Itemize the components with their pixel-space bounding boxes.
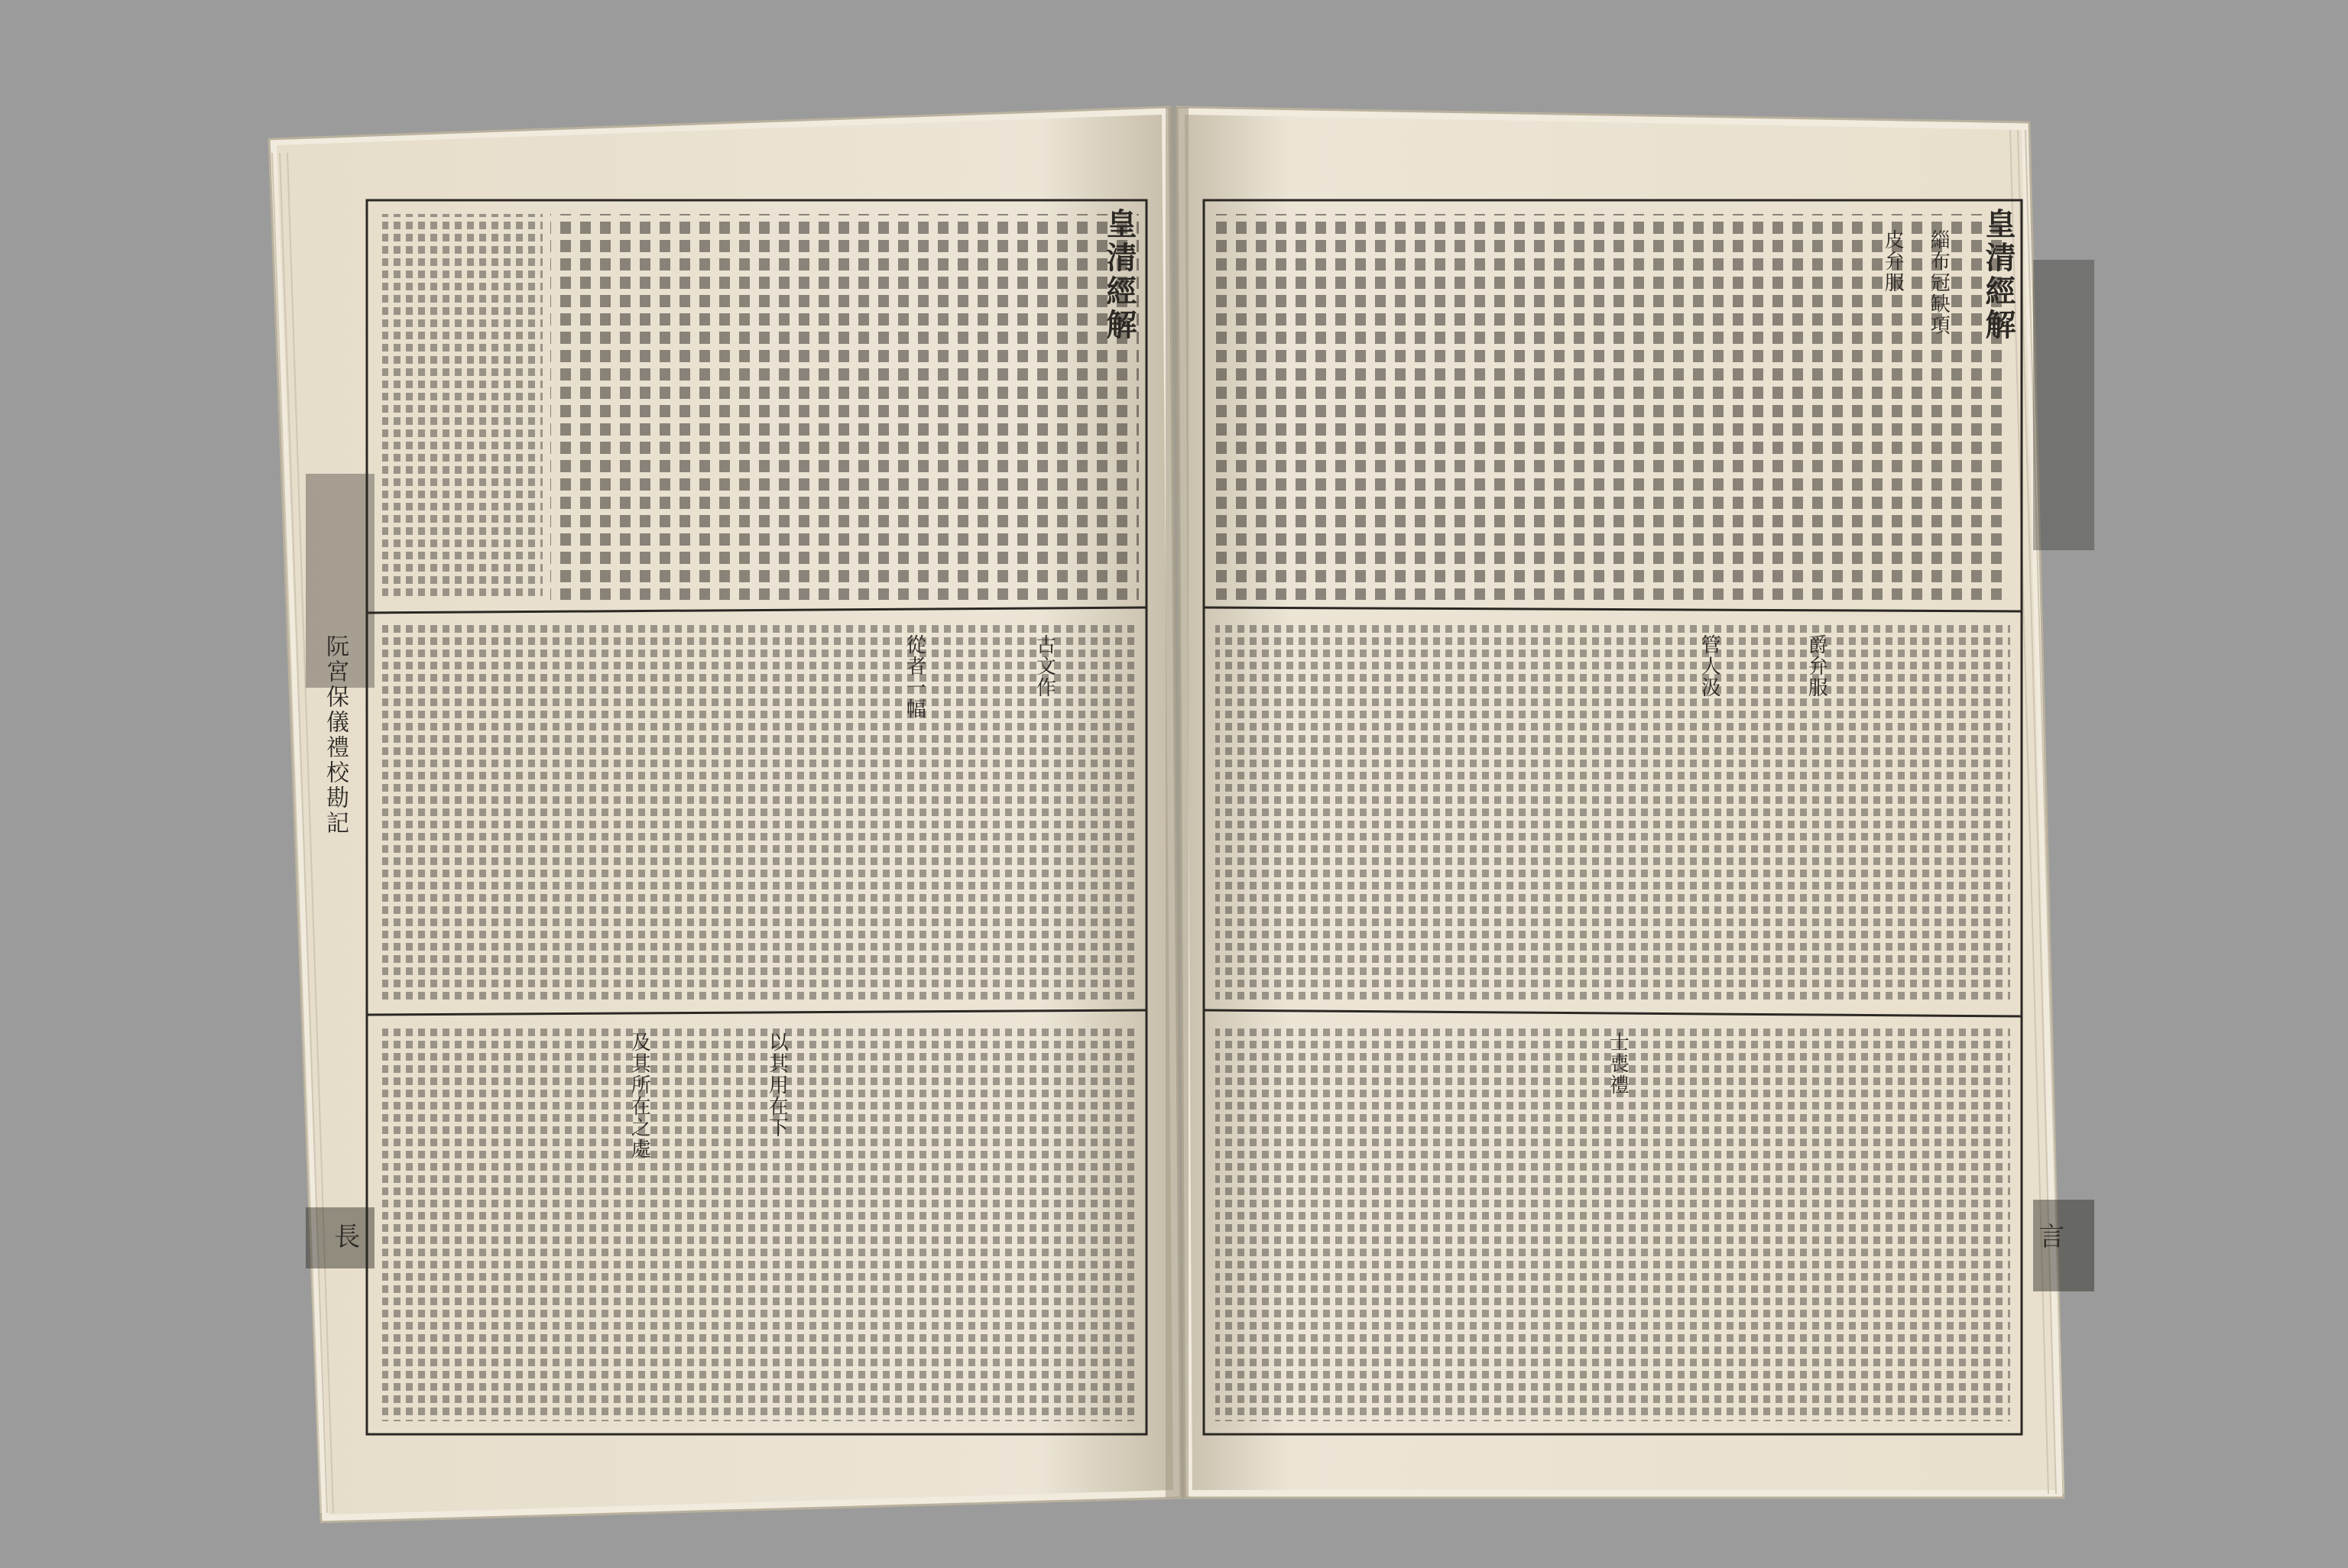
left-entry-2: 從者一幅 <box>903 634 926 720</box>
gutter-shadow <box>1166 107 1189 1498</box>
right-running-title: 皇清經解 <box>1980 208 2016 342</box>
left-entry-1: 古文作 <box>1033 634 1056 698</box>
right-entry-1: 緇布冠缺項 <box>1927 229 1951 336</box>
right-folio-mark: 言 <box>2033 1223 2064 1249</box>
right-entry-2: 皮弁服 <box>1881 229 1905 293</box>
right-entry-3: 爵弁服 <box>1805 634 1828 698</box>
right-entry-4: 管人汲 <box>1698 634 1721 698</box>
left-folio-mark: 長 <box>329 1223 360 1249</box>
left-entry-3: 以其用在下 <box>765 1032 789 1139</box>
left-running-title: 皇清經解 <box>1101 208 1137 342</box>
right-entry-5: 士喪禮 <box>1606 1032 1630 1096</box>
right-page <box>1177 107 2094 1498</box>
left-entry-4: 及其所在之處 <box>628 1032 651 1160</box>
left-margin-note: 阮宮保儀禮校勘記 <box>322 634 349 836</box>
